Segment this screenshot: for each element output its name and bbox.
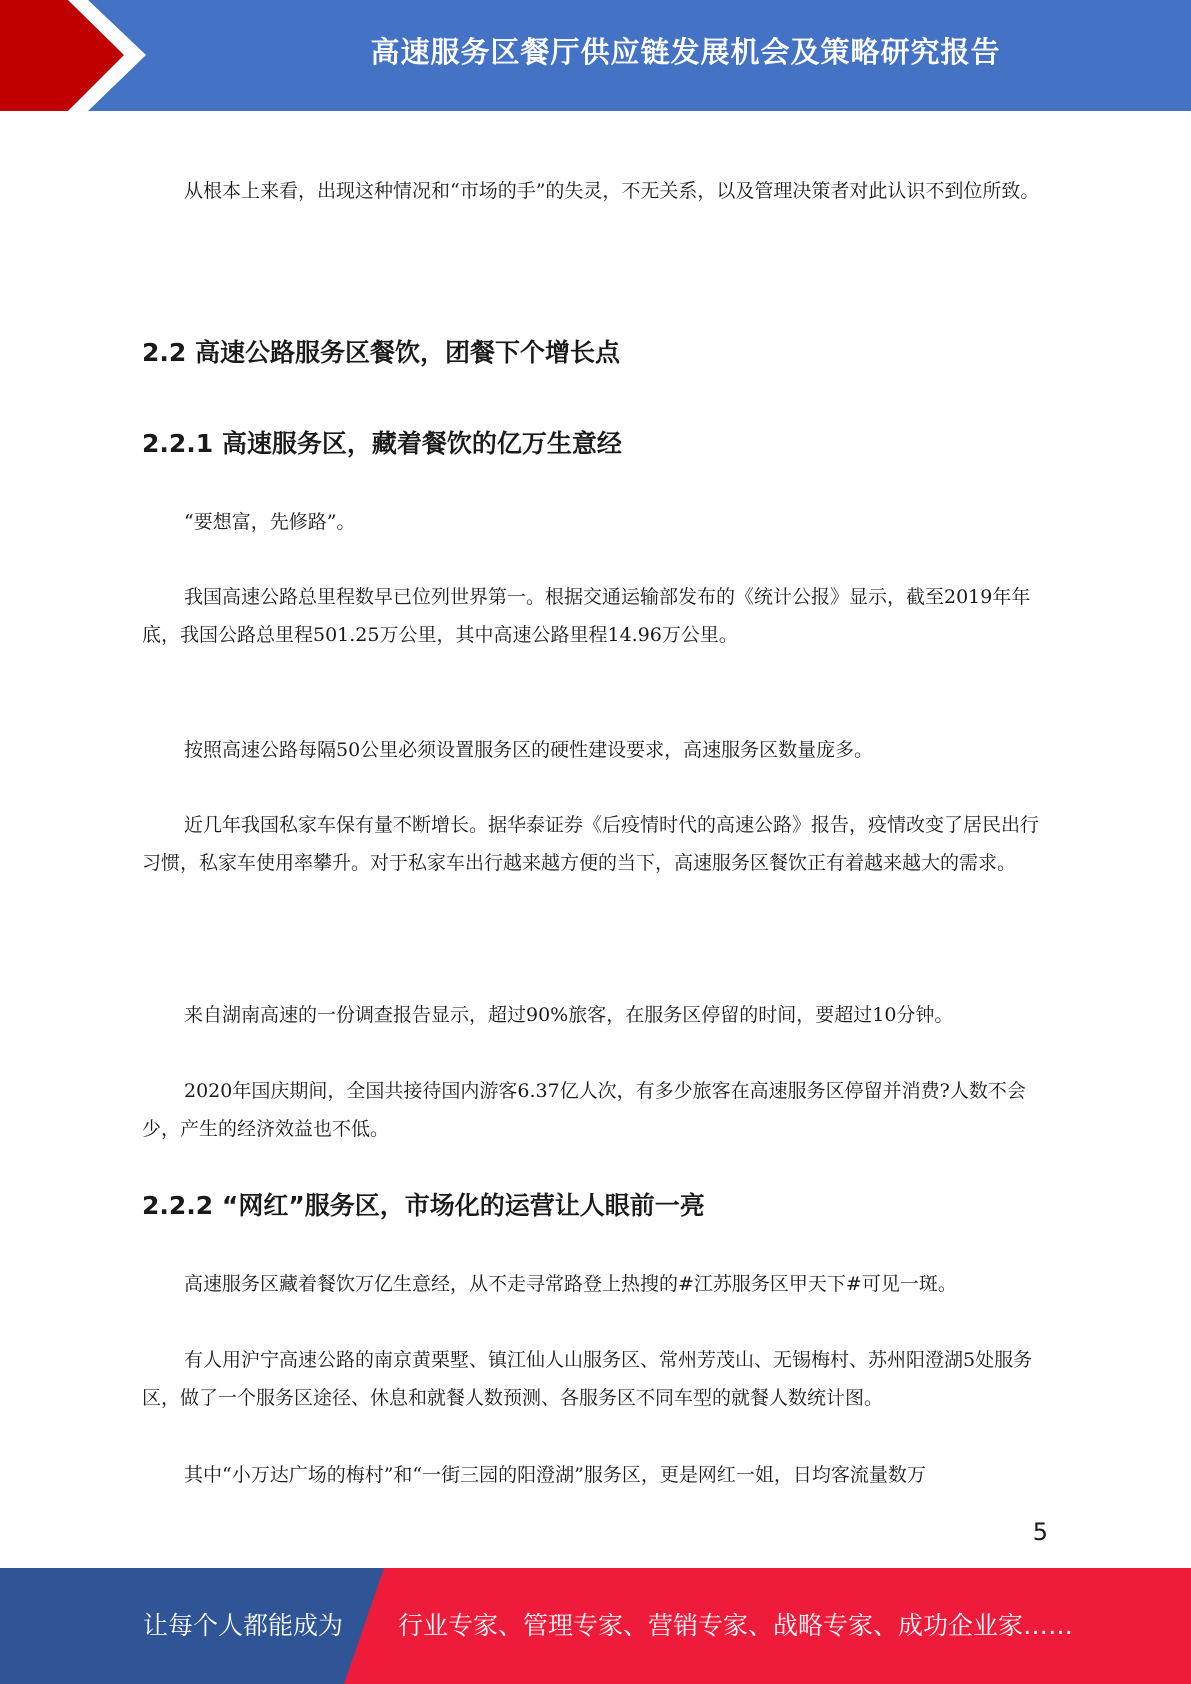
header-arrow-decoration [0, 0, 160, 111]
footer-slogan-right: 行业专家、管理专家、营销专家、战略专家、成功企业家…… [398, 1611, 1074, 1640]
paragraph: 我国高速公路总里程数早已位列世界第一。根据交通运输部发布的《统计公报》显示，截至2019年年底，我国公路总里程501.25万公里，其中高速公路里程14.96万公里。 [142, 586, 1031, 646]
page-number: 5 [1032, 1518, 1048, 1546]
paragraph: 高速服务区藏着餐饮万亿生意经，从不走寻常路登上热搜的#江苏服务区甲天下#可见一斑。 [184, 1273, 957, 1295]
page-header [0, 0, 1191, 111]
report-title: 高速服务区餐厅供应链发展机会及策略研究报告 [370, 35, 1001, 69]
paragraph: “要想富，先修路”。 [184, 511, 356, 533]
page-footer [0, 1568, 1191, 1684]
section-heading-2-2-1: 2.2.1 高速服务区，藏着餐饮的亿万生意经 [142, 429, 622, 458]
paragraph: 按照高速公路每隔50公里必须设置服务区的硬性建设要求，高速服务区数量庞多。 [184, 739, 874, 761]
footer-slogan-left: 让每个人都能成为 [143, 1611, 344, 1640]
section-heading-2-2-2: 2.2.2 “网红”服务区，市场化的运营让人眼前一亮 [142, 1191, 705, 1220]
paragraph: 有人用沪宁高速公路的南京黄栗墅、镇江仙人山服务区、常州芳茂山、无锡梅村、苏州阳澄湖5处服务区，做了一个服务区途径、休息和就餐人数预测、各服务区不同车型的就餐人数统计图。 [142, 1349, 1033, 1409]
paragraph: 从根本上来看，出现这种情况和“市场的手”的失灵，不无关系，以及管理决策者对此认识不到位所致。 [184, 180, 1040, 202]
section-heading-2-2: 2.2 高速公路服务区餐饮，团餐下个增长点 [142, 338, 620, 367]
paragraph: 近几年我国私家车保有量不断增长。据华泰证券《后疫情时代的高速公路》报告，疫情改变了居民出行习惯，私家车使用率攀升。对于私家车出行越来越方便的当下，高速服务区餐饮正有着越来越大的需求。 [142, 814, 1040, 874]
paragraph: 其中“小万达广场的梅村”和“一街三园的阳澄湖”服务区，更是网红一姐，日均客流量数万 [184, 1464, 926, 1486]
paragraph: 来自湖南高速的一份调查报告显示，超过90%旅客，在服务区停留的时间，要超过10分钟。 [184, 1004, 954, 1026]
paragraph: 2020年国庆期间，全国共接待国内游客6.37亿人次，有多少旅客在高速服务区停留并消费?人数不会少，产生的经济效益也不低。 [142, 1080, 1026, 1140]
